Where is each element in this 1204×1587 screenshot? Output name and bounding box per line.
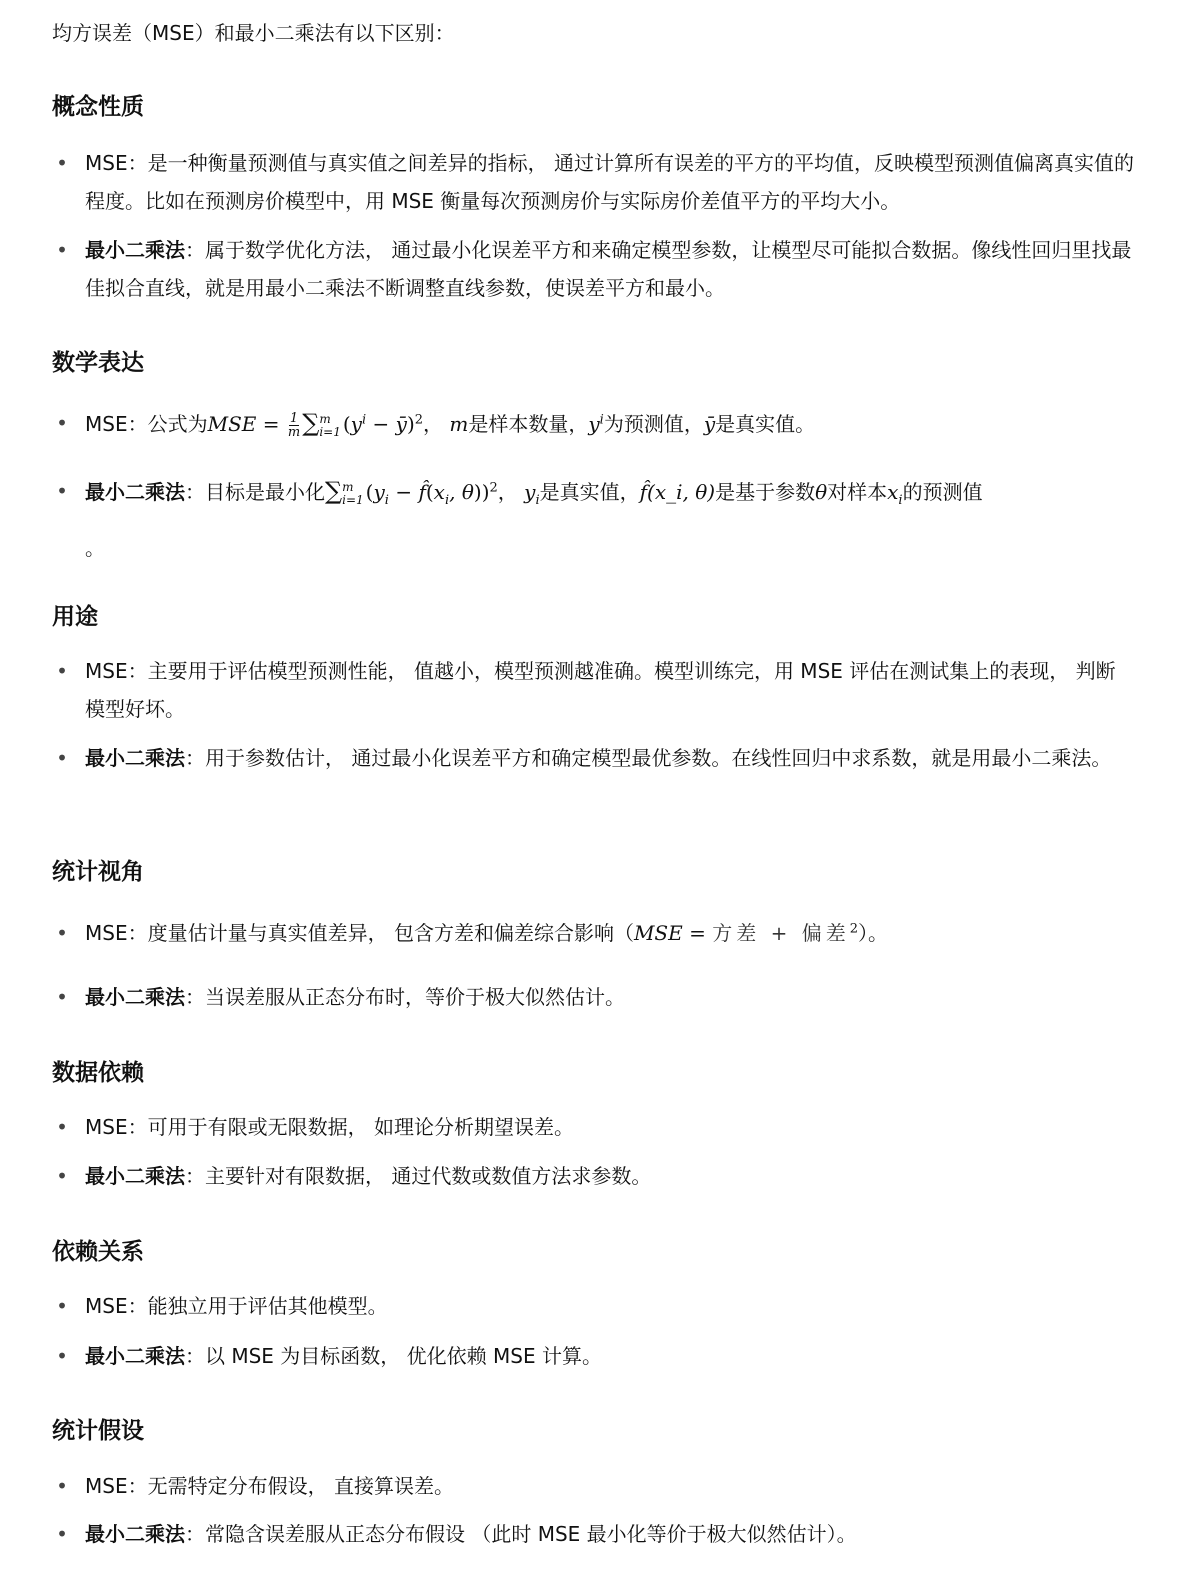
var-y-text: 为预测值， (603, 412, 704, 436)
list-item: • MSE：公式为MSE = $\frac{1}{m}$ ∑ m i=1 ($y^i$ − ȳ)$^2$， m是样本数量，$y^i$为预测值，ȳ是真实值。 (85, 404, 1135, 443)
item-term: MSE (85, 1474, 128, 1498)
list-item (56, 1108, 1135, 1146)
section-heading-math: 数学表达 (52, 350, 144, 376)
item-text: 无需特定分布假设， 直接算误差。 (147, 1474, 454, 1498)
bullet-icon: • (56, 411, 68, 435)
item-sep: ： (127, 659, 148, 683)
item-sep: ： (127, 151, 148, 175)
item-term: 最小二乘法 (85, 985, 185, 1009)
bullet-icon: • (56, 985, 68, 1009)
item-text: 能独立用于评估其他模型。 (147, 1294, 388, 1318)
var-y-sup: i (599, 412, 604, 428)
item-sep: ： (185, 480, 205, 504)
list-item: • 最小二乘法：目标是最小化∑ m i=1 ($y_i$ − $f̂(x_i$, θ))$^2$， $y_i$是真实值，f̂(x_i, θ)是基于参数θ对样本$x_i$的预测值 。 (85, 472, 1135, 567)
var-fhat: f̂(x_i, θ) (639, 480, 716, 504)
item-text: 属于数学优化方法， 通过最小化误差平方和来确定模型参数，让模型尽可能拟合数据。像线性回归里找最佳拟合直线，就是用最小二乘法不断调整直线参数，使误差平方和最小。 (85, 238, 1132, 300)
item-term: MSE (85, 659, 128, 683)
item-sep: ： (127, 921, 148, 945)
item-text: 主要针对有限数据， 通过代数或数值方法求参数。 (205, 1164, 652, 1188)
bias-var-formula-eq: = (682, 921, 713, 945)
item-text: 以 MSE 为目标函数， 优化依赖 MSE 计算。 (205, 1344, 602, 1368)
item-text: 用于参数估计， 通过最小化误差平方和确定模型最优参数。在线性回归中求系数，就是用最小二乘法。 (205, 746, 1112, 770)
bullet-icon: • (56, 1294, 68, 1318)
var-ybar-text: 是真实值。 (715, 412, 816, 436)
bias-var-formula-rhs: 方差 + 偏差 (712, 921, 850, 945)
item-text: 度量估计量与真实值差异， 包含方差和偏差综合影响（ (147, 921, 634, 945)
section-heading-relationship: 依赖关系 (52, 1239, 144, 1265)
section-heading-usage: 用途 (52, 604, 98, 630)
bullet-icon: • (56, 1474, 68, 1498)
intro-text: 均方误差（MSE）和最小二乘法有以下区别： (52, 21, 455, 45)
list-item (56, 914, 1135, 952)
var-y: y (588, 412, 600, 436)
item-sep: ： (185, 746, 205, 770)
item-sep: ： (185, 238, 205, 262)
item-sep: ： (127, 1115, 148, 1139)
item-term: 最小二乘法 (85, 238, 185, 262)
list-item (56, 1157, 1135, 1195)
item-sep: ： (185, 1344, 205, 1368)
bullet-icon: • (56, 659, 68, 683)
bullet-icon: • (56, 479, 68, 503)
item-term: MSE (85, 412, 128, 436)
item-sep: ： (127, 1294, 148, 1318)
section-heading-stat-view: 统计视角 (52, 859, 144, 885)
list-item (56, 144, 1135, 220)
bullet-icon: • (56, 746, 68, 770)
bullet-icon: • (56, 1164, 68, 1188)
item-sep: ： (127, 1474, 148, 1498)
item-sep: ： (127, 412, 148, 436)
bias-var-formula-sup: 2 (849, 921, 858, 937)
item-term: 最小二乘法 (85, 1344, 185, 1368)
item-term: 最小二乘法 (85, 746, 185, 770)
bullet-icon: • (56, 238, 68, 262)
item-prefix: 目标是最小化 (205, 480, 325, 504)
item-sep: ： (185, 1164, 205, 1188)
bullet-icon: • (56, 1522, 68, 1546)
item-tail: ）。 (857, 921, 888, 945)
item-text: 主要用于评估模型预测性能， 值越小，模型预测越准确。模型训练完，用 MSE 评估在测试集上的表现， 判断模型好坏。 (85, 659, 1116, 721)
item-prefix: 公式为 (147, 412, 208, 436)
var-m-text: 是样本数量， (468, 412, 589, 436)
var-ybar: ȳ (703, 412, 716, 436)
var-yi: y (524, 480, 536, 504)
item-term: MSE (85, 921, 128, 945)
list-item (56, 652, 1135, 728)
var-theta: θ (815, 480, 828, 504)
section-heading-concept: 概念性质 (52, 94, 144, 120)
list-item (56, 1287, 1135, 1325)
bias-var-formula-lhs: MSE (633, 921, 683, 945)
list-item (56, 231, 1135, 307)
bullet-icon: • (56, 1115, 68, 1139)
item-term: MSE (85, 151, 128, 175)
section-heading-data-dependency: 数据依赖 (52, 1060, 144, 1086)
list-item (56, 1515, 1135, 1553)
item-term: MSE (85, 1294, 128, 1318)
bullet-icon: • (56, 151, 68, 175)
item-text: 可用于有限或无限数据， 如理论分析期望误差。 (147, 1115, 574, 1139)
item-text: 是一种衡量预测值与真实值之间差异的指标， 通过计算所有误差的平方的平均值，反映模型预测值偏离真实值的程度。比如在预测房价模型中，用 MSE 衡量每次预测房价与实际房价差值平方的平均大小。 (85, 151, 1134, 213)
bullet-icon: • (56, 1344, 68, 1368)
bullet-icon: • (56, 921, 68, 945)
list-item (56, 978, 1135, 1016)
list-item (56, 1467, 1135, 1505)
var-m: m (449, 412, 469, 436)
item-term: 最小二乘法 (85, 1164, 185, 1188)
ls-formula: ∑ m i=1 ($y_i$ − $f̂(x_i$, θ))$^2$ (325, 477, 498, 508)
item-text: 常隐含误差服从正态分布假设 （此时 MSE 最小化等价于极大似然估计）。 (205, 1522, 857, 1546)
var-theta-text: 对样本 (827, 480, 888, 504)
mse-formula: MSE = $\frac{1}{m}$ ∑ m i=1 ($y^i$ − ȳ)$^2$ (207, 409, 424, 440)
item-sep: ： (185, 1522, 205, 1546)
item-sep: ： (185, 985, 205, 1009)
item-term: 最小二乘法 (85, 480, 185, 504)
item-text: 当误差服从正态分布时，等价于极大似然估计。 (205, 985, 625, 1009)
item-term: MSE (85, 1115, 128, 1139)
var-fhat-text: 是基于参数 (715, 480, 816, 504)
item-tail: 。 (85, 536, 105, 560)
var-xi-text: 的预测值 (902, 480, 983, 504)
section-heading-assumption: 统计假设 (52, 1418, 144, 1444)
list-item (56, 1337, 1135, 1375)
item-term: 最小二乘法 (85, 1522, 185, 1546)
var-xi: x (887, 480, 899, 504)
var-xi-sub: i (898, 493, 903, 508)
var-yi-sub: i (535, 493, 540, 508)
list-item (56, 739, 1135, 777)
var-yi-text: 是真实值， (539, 480, 640, 504)
